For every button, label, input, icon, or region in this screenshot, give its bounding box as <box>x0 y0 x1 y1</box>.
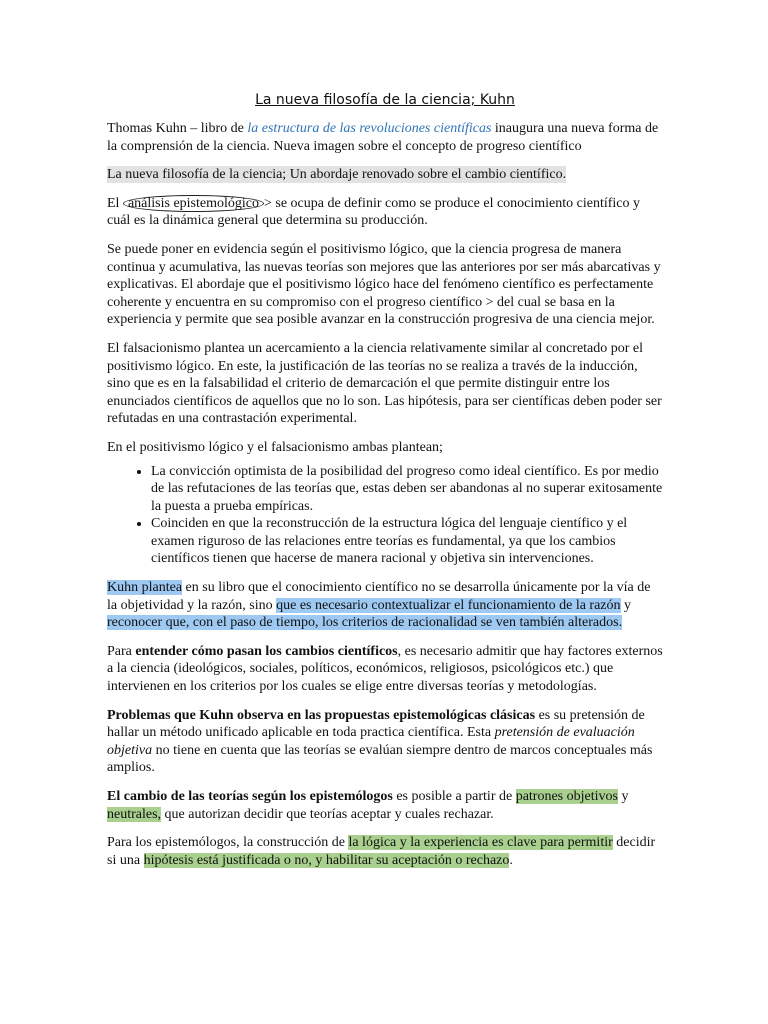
problems-italic: pretensión de evaluación objetiva <box>107 725 635 758</box>
highlight-kuhn-plantea: Kuhn plantea <box>107 580 183 596</box>
paragraph-theory-change <box>107 788 663 823</box>
paragraph-both-propose: En el positivismo lógico y el falsacionismo ambas plantean; <box>107 439 443 455</box>
theory-change-text-b: y <box>617 789 629 804</box>
construction-text-b: decidir si una <box>107 835 656 868</box>
paragraph-problems <box>107 707 663 777</box>
paragraph-kuhn <box>107 579 663 632</box>
problems-text-a: es su pretensión de hallar un método unificado aplicable en toda practica científica. Esta <box>107 707 645 741</box>
paragraph-positivism: Se puede poner en evidencia según el positivismo lógico, que la ciencia progresa de manera continua y acumulativa, las nuevas teorías son mejores que las anteriores por ser más abarcativas y explicativas. El abordaje que el positivismo lógico hace del fenómeno científico es perfectamente coherente y encuentra en su compromiso con el progreso científico > del cual se basa en la experiencia y permite que sea posible avanzar en la construcción progresiva de una ciencia mejor. <box>107 241 661 328</box>
intro-text-b: inaugura una nueva forma de la comprensión de la ciencia. Nueva imagen sobre el concepto de progreso científico <box>107 121 659 154</box>
analysis-text-b: > se ocupa de definir como se produce el conocimiento científico y cuál es la dinámica general que determina su producción. <box>107 195 641 229</box>
document-body <box>107 90 663 880</box>
theory-change-text-a: es posible a partir de <box>392 789 516 804</box>
problems-bold: Problemas que Kuhn observa en las propuestas epistemológicas clásicas <box>107 707 536 723</box>
theory-change-text-c: que autorizan decidir que teorías aceptar y cuales rechazar. <box>161 806 494 822</box>
problems-text-b: no tiene en cuenta que las teorías se evalúan siempre dentro de marcos conceptuales más amplios. <box>107 742 653 776</box>
construction-text-a: Para los epistemólogos, la construcción de <box>107 835 349 851</box>
analysis-text-a: El <box>107 195 123 211</box>
paragraph-changes <box>107 643 663 696</box>
paragraph-falsacionism: El falsacionismo plantea un acercamiento a la ciencia relativamente similar al concretado por el positivismo lógico. En este, la justificación de las teorías no se realiza a través de la inducción, sino que es en la falsabilidad el criterio de demarcación el que permite distinguir entre los enunciados científicos de aquellos que no lo son. Las hipótesis, para ser científicas deben poder ser refutadas en una contrastación experimental. <box>107 340 662 427</box>
changes-bold: entender cómo pasan los cambios científicos <box>135 643 398 659</box>
highlight-recognize: reconocer que, con el paso de tiempo, los criterios de racionalidad se ven también alterados. <box>107 615 623 631</box>
highlight-logic-experience: la lógica y la experiencia es clave para permitir <box>348 835 613 851</box>
kuhn-text-a: en su libro que el conocimiento científico no se desarrolla únicamente por la vía de la objetividad y la razón, sino <box>107 580 651 613</box>
section-banner <box>107 166 663 184</box>
intro-text-a: Thomas Kuhn – libro de <box>107 121 248 136</box>
bullet-item: • La convicción optimista de la posibilidad del progreso como ideal científico. Es por medio de las refutaciones de las teorías que, estas deben ser abandonas al no superar exitosamente la puesta a prueba empíricas. <box>151 463 663 516</box>
construction-text-c: . <box>509 852 513 868</box>
paragraph-analysis <box>107 195 663 230</box>
paragraph-intro <box>107 120 663 155</box>
book-title-link[interactable]: la estructura de las revoluciones científicas <box>247 121 492 136</box>
document-title: La nueva filosofía de la ciencia; Kuhn <box>255 92 515 108</box>
theory-change-bold: El cambio de las teorías según los epistemólogos <box>107 789 393 804</box>
highlight-objective-patterns: patrones objetivos <box>515 789 618 804</box>
bullet-item: • Coinciden en que la reconstrucción de la estructura lógica del lenguaje científico y el examen riguroso de las relaciones entre teorías es fundamental, ya que los cambios científicos tienen que hacerse de manera racional y objetiva sin intervenciones. <box>151 515 663 568</box>
highlight-contextualize: que es necesario contextualizar el funcionamiento de la razón <box>276 597 621 613</box>
changes-text-b: , es necesario admitir que hay factores externos a la ciencia (ideológicos, sociales, políticos, económicos, religiosos, psicológicos etc.) que intervienen en los criterios por los cuales se elige entre diversas teorías y metodologías. <box>107 643 663 695</box>
section-banner-text: La nueva filosofía de la ciencia; Un abordaje renovado sobre el cambio científico. <box>107 167 567 183</box>
bullet-list <box>107 463 663 569</box>
circled-annotation: análisis epistemológico <box>123 195 264 212</box>
paragraph-construction <box>107 834 663 869</box>
kuhn-text-b: y <box>620 597 632 613</box>
highlight-hypothesis: hipótesis está justificada o no, y habilitar su aceptación o rechazo <box>143 852 510 868</box>
highlight-neutral: neutrales, <box>107 806 162 822</box>
changes-text-a: Para <box>107 643 136 659</box>
